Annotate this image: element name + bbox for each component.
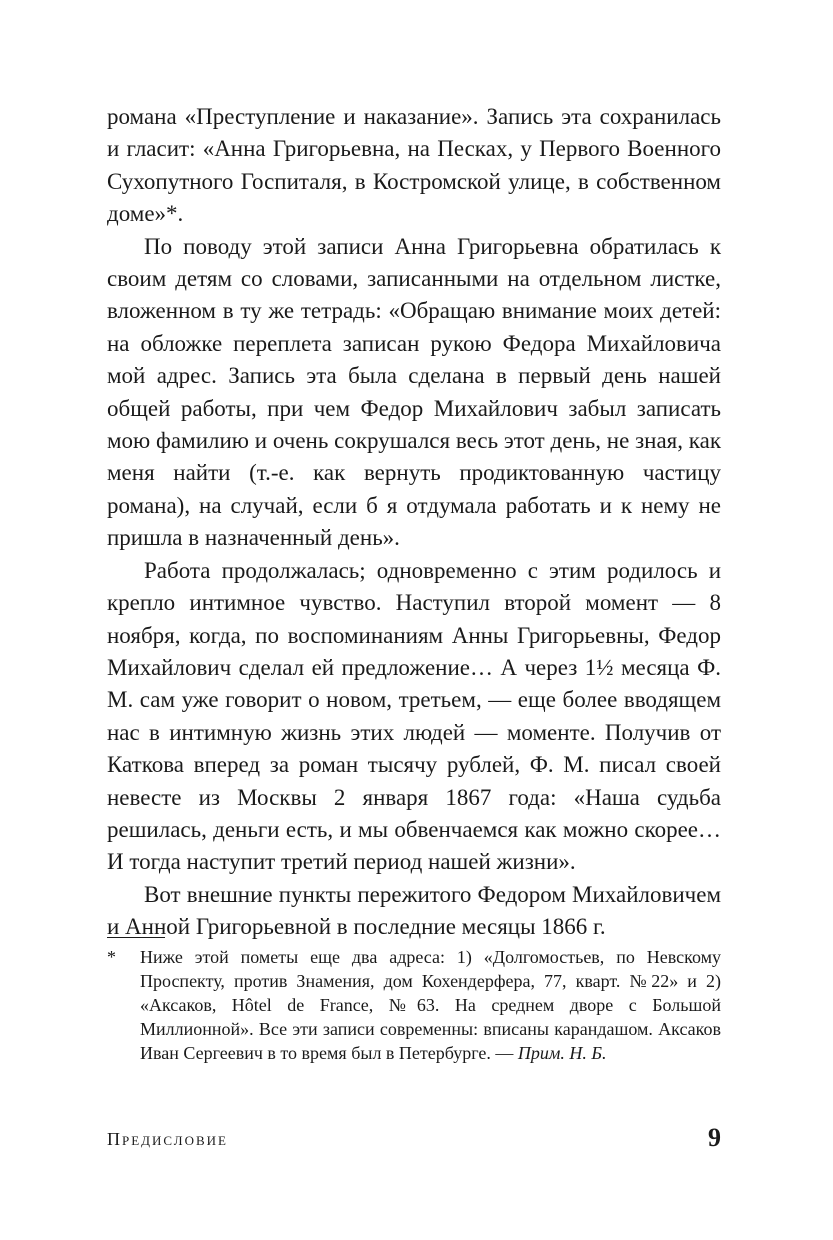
- footnote-attribution: Прим. Н. Б.: [517, 1043, 607, 1063]
- footnote-divider: [107, 937, 165, 938]
- footnote-body: [140, 945, 721, 1065]
- running-title: Предисловие: [107, 1129, 228, 1149]
- paragraph-2: По поводу этой записи Анна Григорьевна обратилась к своим детям со словами, записанными на отдельном листке, вложенном в ту же тетрадь: «Обращаю внимание моих детей: на обложке переплета записан рукою Федора Михайловича мой адрес. Запись эта была сделана в первый день нашей общей работы, при чем Федор Михайлович забыл записать мою фамилию и очень сокрушался весь этот день, не зная, как меня найти (т.-е. как вернуть продиктованную частицу романа), на случай, если б я отдумала работать и к нему не пришла в назначенный день».: [107, 233, 721, 551]
- main-text: [107, 101, 721, 944]
- paragraph-1: романа «Преступление и наказание». Запись эта сохранилась и гласит: «Анна Григорьевна, на Песках, у Первого Военного Сухопутного Госпиталя, в Костромской улице, в собственном доме»*.: [107, 104, 721, 227]
- footnote: [107, 945, 721, 1065]
- footnote-text: Ниже этой пометы еще два адреса: 1) «Долгомостьев, по Невскому Проспекту, против Знамения, дом Кохендерфера, 77, кварт. №22» и 2) «Аксаков, Hôtel de France, №63. На среднем дворе с Большой Миллионной». Все эти записи современны: вписаны карандашом. Аксаков Иван Сергеевич в то время был в Петербурге. —: [140, 947, 721, 1063]
- footnote-mark: *: [107, 947, 116, 967]
- page-number: 9: [708, 1123, 721, 1152]
- paragraph-4: Вот внешние пункты пережитого Федором Михайловичем и Анной Григорьевной в последние месяцы 1866 г.: [107, 881, 721, 940]
- paragraph-3: Работа продолжалась; одновременно с этим родилось и крепло интимное чувство. Наступил второй момент — 8 ноября, когда, по воспоминаниям Анны Григорьевны, Федор Михайлович сделал ей предложение… А через 1½ месяца Ф. М. сам уже говорит о новом, третьем, — еще более вводящем нас в интимную жизнь этих людей — моменте. Получив от Каткова вперед за роман тысячу рублей, Ф. М. писал своей невесте из Москвы 2 января 1867 года: «Наша судьба решилась, деньги есть, и мы обвенчаемся как можно скорее… И тогда наступит третий период нашей жизни».: [107, 557, 721, 875]
